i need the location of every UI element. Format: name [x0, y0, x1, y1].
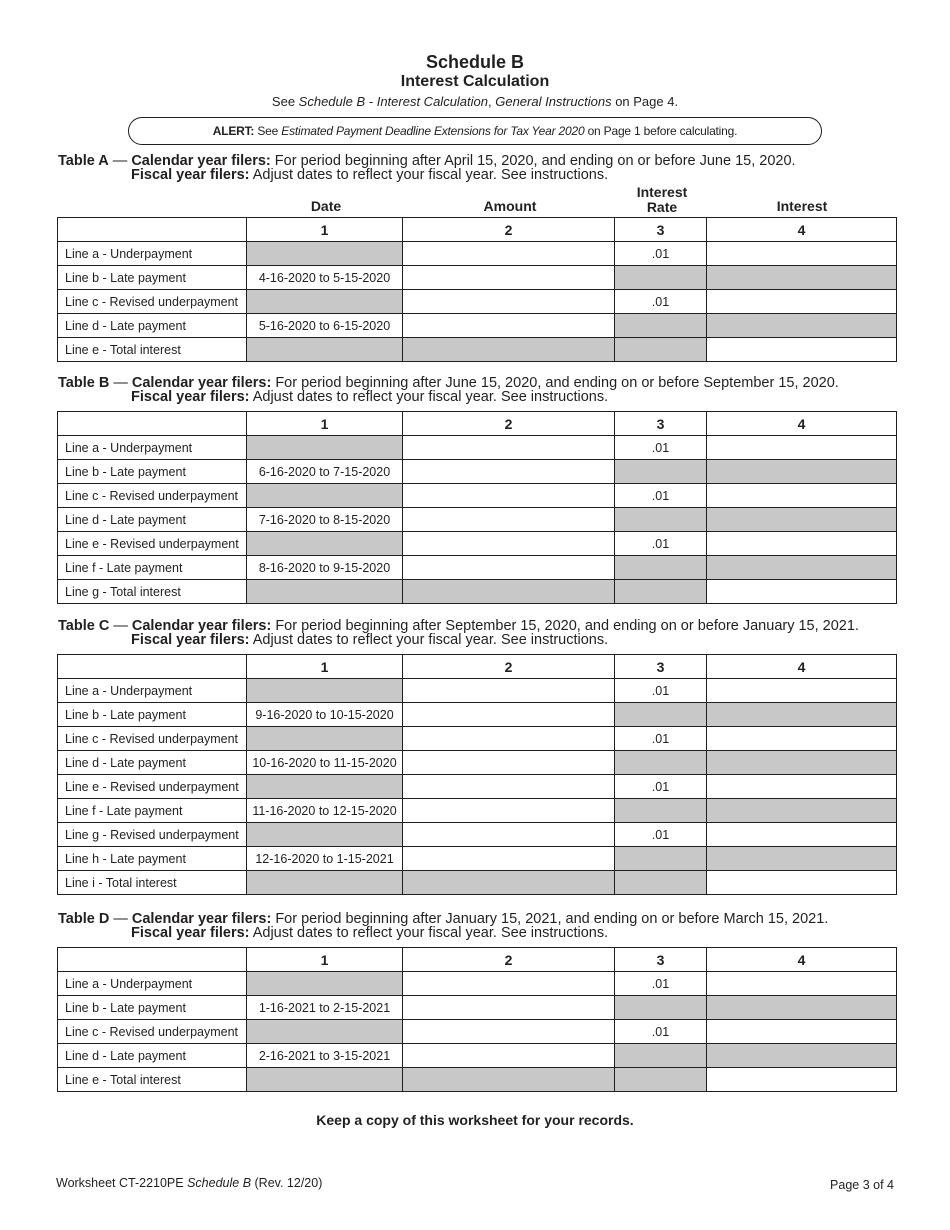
shaded-cell — [403, 1068, 615, 1092]
table-row — [58, 703, 897, 727]
line-label: Line b - Late payment — [58, 266, 247, 290]
total-interest-field[interactable] — [707, 580, 897, 604]
amount-field[interactable] — [403, 775, 615, 799]
date-range-cell: 4-16-2020 to 5-15-2020 — [247, 266, 403, 290]
shaded-cell — [247, 871, 403, 895]
line-label: Line b - Late payment — [58, 460, 247, 484]
blank-cell — [58, 948, 247, 972]
shaded-cell — [247, 775, 403, 799]
line-label: Line d - Late payment — [58, 314, 247, 338]
line-label: Line d - Late payment — [58, 508, 247, 532]
amount-field[interactable] — [403, 1020, 615, 1044]
table-column-numbers — [58, 655, 897, 679]
column-header-date: Date — [310, 198, 342, 214]
interest-rate-cell: .01 — [615, 532, 707, 556]
table-row — [58, 775, 897, 799]
column-number: 2 — [403, 948, 615, 972]
line-label: Line h - Late payment — [58, 847, 247, 871]
shaded-cell — [403, 580, 615, 604]
line-label: Line d - Late payment — [58, 751, 247, 775]
interest-table — [57, 217, 897, 362]
interest-rate-cell: .01 — [615, 484, 707, 508]
amount-field[interactable] — [403, 532, 615, 556]
line-label: Line i - Total interest — [58, 871, 247, 895]
shaded-cell — [247, 972, 403, 996]
shaded-cell — [707, 1044, 897, 1068]
line-label: Line g - Revised underpayment — [58, 823, 247, 847]
line-label: Line a - Underpayment — [58, 436, 247, 460]
column-header-interest-rate: Interest Rate — [636, 184, 688, 215]
column-number: 4 — [707, 655, 897, 679]
column-number: 3 — [615, 655, 707, 679]
shaded-cell — [615, 871, 707, 895]
date-range-cell: 7-16-2020 to 8-15-2020 — [247, 508, 403, 532]
table-row — [58, 484, 897, 508]
amount-field[interactable] — [403, 266, 615, 290]
table-row — [58, 972, 897, 996]
date-range-cell: 8-16-2020 to 9-15-2020 — [247, 556, 403, 580]
date-range-cell: 9-16-2020 to 10-15-2020 — [247, 703, 403, 727]
table-heading: Table D — Calendar year filers: For period beginning after January 15, 2021, and ending on or before March 15, 2021. Fiscal year filers: Adjust dates to reflect your fiscal year. See instructions. — [58, 911, 829, 941]
shaded-cell — [707, 799, 897, 823]
shaded-cell — [247, 727, 403, 751]
interest-rate-cell: .01 — [615, 436, 707, 460]
table-row — [58, 1044, 897, 1068]
amount-field[interactable] — [403, 460, 615, 484]
table-row — [58, 290, 897, 314]
interest-field[interactable] — [707, 532, 897, 556]
interest-rate-cell: .01 — [615, 823, 707, 847]
shaded-cell — [247, 242, 403, 266]
line-label: Line d - Late payment — [58, 1044, 247, 1068]
line-label: Line e - Revised underpayment — [58, 775, 247, 799]
column-number: 1 — [247, 948, 403, 972]
interest-field[interactable] — [707, 436, 897, 460]
interest-rate-cell: .01 — [615, 290, 707, 314]
table-row — [58, 823, 897, 847]
line-label: Line a - Underpayment — [58, 242, 247, 266]
interest-field[interactable] — [707, 727, 897, 751]
amount-field[interactable] — [403, 314, 615, 338]
line-label: Line c - Revised underpayment — [58, 1020, 247, 1044]
shaded-cell — [247, 436, 403, 460]
blank-cell — [58, 218, 247, 242]
interest-field[interactable] — [707, 290, 897, 314]
shaded-cell — [247, 679, 403, 703]
shaded-cell — [615, 556, 707, 580]
amount-field[interactable] — [403, 556, 615, 580]
shaded-cell — [707, 460, 897, 484]
line-label: Line b - Late payment — [58, 996, 247, 1020]
table-row — [58, 580, 897, 604]
line-label: Line b - Late payment — [58, 703, 247, 727]
table-row — [58, 1020, 897, 1044]
table-row — [58, 460, 897, 484]
amount-field[interactable] — [403, 996, 615, 1020]
interest-field[interactable] — [707, 972, 897, 996]
column-number: 2 — [403, 655, 615, 679]
alert-box: ALERT: See Estimated Payment Deadline Extensions for Tax Year 2020 on Page 1 before calculating. — [128, 117, 822, 145]
column-number: 2 — [403, 412, 615, 436]
shaded-cell — [615, 314, 707, 338]
amount-field[interactable] — [403, 508, 615, 532]
date-range-cell: 5-16-2020 to 6-15-2020 — [247, 314, 403, 338]
shaded-cell — [247, 290, 403, 314]
shaded-cell — [615, 847, 707, 871]
line-label: Line c - Revised underpayment — [58, 484, 247, 508]
interest-field[interactable] — [707, 775, 897, 799]
line-label: Line e - Revised underpayment — [58, 532, 247, 556]
column-number: 3 — [615, 412, 707, 436]
page-number: Page 3 of 4 — [830, 1178, 894, 1192]
table-row — [58, 679, 897, 703]
line-label: Line g - Total interest — [58, 580, 247, 604]
column-number: 4 — [707, 412, 897, 436]
amount-field[interactable] — [403, 290, 615, 314]
date-range-cell: 11-16-2020 to 12-15-2020 — [247, 799, 403, 823]
line-label: Line f - Late payment — [58, 556, 247, 580]
interest-rate-cell: .01 — [615, 679, 707, 703]
interest-rate-cell: .01 — [615, 242, 707, 266]
shaded-cell — [707, 996, 897, 1020]
instructions-reference: See Schedule B - Interest Calculation, General Instructions on Page 4. — [271, 94, 679, 109]
interest-table — [57, 654, 897, 895]
shaded-cell — [247, 484, 403, 508]
table-heading: Table A — Calendar year filers: For period beginning after April 15, 2020, and ending on or before June 15, 2020. Fiscal year filers: Adjust dates to reflect your fiscal year. See instructions. — [58, 153, 796, 183]
date-range-cell: 6-16-2020 to 7-15-2020 — [247, 460, 403, 484]
table-row — [58, 847, 897, 871]
interest-table — [57, 411, 897, 604]
column-number: 1 — [247, 412, 403, 436]
shaded-cell — [615, 508, 707, 532]
shaded-cell — [247, 823, 403, 847]
amount-field[interactable] — [403, 679, 615, 703]
column-number: 1 — [247, 655, 403, 679]
shaded-cell — [403, 338, 615, 362]
shaded-cell — [247, 1020, 403, 1044]
amount-field[interactable] — [403, 823, 615, 847]
column-header-interest: Interest — [776, 198, 828, 214]
interest-rate-cell: .01 — [615, 775, 707, 799]
keep-copy-note: Keep a copy of this worksheet for your records. — [316, 1112, 634, 1128]
shaded-cell — [615, 799, 707, 823]
amount-field[interactable] — [403, 436, 615, 460]
column-number: 3 — [615, 948, 707, 972]
column-number: 4 — [707, 218, 897, 242]
amount-field[interactable] — [403, 727, 615, 751]
column-number: 4 — [707, 948, 897, 972]
shaded-cell — [615, 703, 707, 727]
amount-field[interactable] — [403, 703, 615, 727]
table-heading: Table C — Calendar year filers: For period beginning after September 15, 2020, and ending on or before January 15, 2021. Fiscal year filers: Adjust dates to reflect your fiscal year. See instructions. — [58, 618, 859, 648]
table-row — [58, 727, 897, 751]
amount-field[interactable] — [403, 972, 615, 996]
interest-field[interactable] — [707, 823, 897, 847]
interest-field[interactable] — [707, 484, 897, 508]
shaded-cell — [247, 1068, 403, 1092]
column-number: 2 — [403, 218, 615, 242]
line-label: Line c - Revised underpayment — [58, 290, 247, 314]
interest-field[interactable] — [707, 1020, 897, 1044]
shaded-cell — [247, 532, 403, 556]
line-label: Line a - Underpayment — [58, 679, 247, 703]
total-interest-field[interactable] — [707, 338, 897, 362]
shaded-cell — [707, 266, 897, 290]
table-row — [58, 508, 897, 532]
table-row — [58, 242, 897, 266]
page-title: Schedule B — [425, 52, 525, 72]
line-label: Line e - Total interest — [58, 338, 247, 362]
amount-field[interactable] — [403, 847, 615, 871]
shaded-cell — [615, 460, 707, 484]
amount-field[interactable] — [403, 799, 615, 823]
shaded-cell — [707, 703, 897, 727]
date-range-cell: 12-16-2020 to 1-15-2021 — [247, 847, 403, 871]
table-row — [58, 314, 897, 338]
blank-cell — [58, 655, 247, 679]
table-column-numbers — [58, 218, 897, 242]
shaded-cell — [615, 1044, 707, 1068]
shaded-cell — [403, 871, 615, 895]
amount-field[interactable] — [403, 751, 615, 775]
table-row — [58, 556, 897, 580]
interest-field[interactable] — [707, 242, 897, 266]
shaded-cell — [615, 1068, 707, 1092]
table-column-numbers — [58, 412, 897, 436]
shaded-cell — [707, 751, 897, 775]
shaded-cell — [615, 266, 707, 290]
total-interest-field[interactable] — [707, 871, 897, 895]
interest-rate-cell: .01 — [615, 727, 707, 751]
form-identifier: Worksheet CT-2210PE Schedule B (Rev. 12/20) — [56, 1176, 323, 1190]
shaded-cell — [615, 751, 707, 775]
column-header-amount: Amount — [483, 198, 537, 214]
line-label: Line f - Late payment — [58, 799, 247, 823]
shaded-cell — [247, 580, 403, 604]
date-range-cell: 2-16-2021 to 3-15-2021 — [247, 1044, 403, 1068]
table-row — [58, 751, 897, 775]
amount-field[interactable] — [403, 242, 615, 266]
shaded-cell — [615, 580, 707, 604]
shaded-cell — [615, 338, 707, 362]
table-row — [58, 799, 897, 823]
shaded-cell — [707, 847, 897, 871]
date-range-cell: 10-16-2020 to 11-15-2020 — [247, 751, 403, 775]
shaded-cell — [247, 338, 403, 362]
interest-rate-cell: .01 — [615, 972, 707, 996]
table-row — [58, 996, 897, 1020]
table-row — [58, 871, 897, 895]
amount-field[interactable] — [403, 1044, 615, 1068]
line-label: Line c - Revised underpayment — [58, 727, 247, 751]
table-row — [58, 1068, 897, 1092]
line-label: Line a - Underpayment — [58, 972, 247, 996]
interest-rate-cell: .01 — [615, 1020, 707, 1044]
column-number: 1 — [247, 218, 403, 242]
shaded-cell — [707, 508, 897, 532]
table-row — [58, 436, 897, 460]
amount-field[interactable] — [403, 484, 615, 508]
interest-table — [57, 947, 897, 1092]
interest-field[interactable] — [707, 679, 897, 703]
date-range-cell: 1-16-2021 to 2-15-2021 — [247, 996, 403, 1020]
total-interest-field[interactable] — [707, 1068, 897, 1092]
line-label: Line e - Total interest — [58, 1068, 247, 1092]
page-subtitle: Interest Calculation — [400, 73, 550, 90]
shaded-cell — [707, 556, 897, 580]
table-row — [58, 338, 897, 362]
shaded-cell — [707, 314, 897, 338]
blank-cell — [58, 412, 247, 436]
shaded-cell — [615, 996, 707, 1020]
table-row — [58, 266, 897, 290]
table-column-numbers — [58, 948, 897, 972]
table-row — [58, 532, 897, 556]
table-heading: Table B — Calendar year filers: For period beginning after June 15, 2020, and ending on or before September 15, 2020. Fiscal year filers: Adjust dates to reflect your fiscal year. See instructions. — [58, 375, 839, 405]
column-number: 3 — [615, 218, 707, 242]
